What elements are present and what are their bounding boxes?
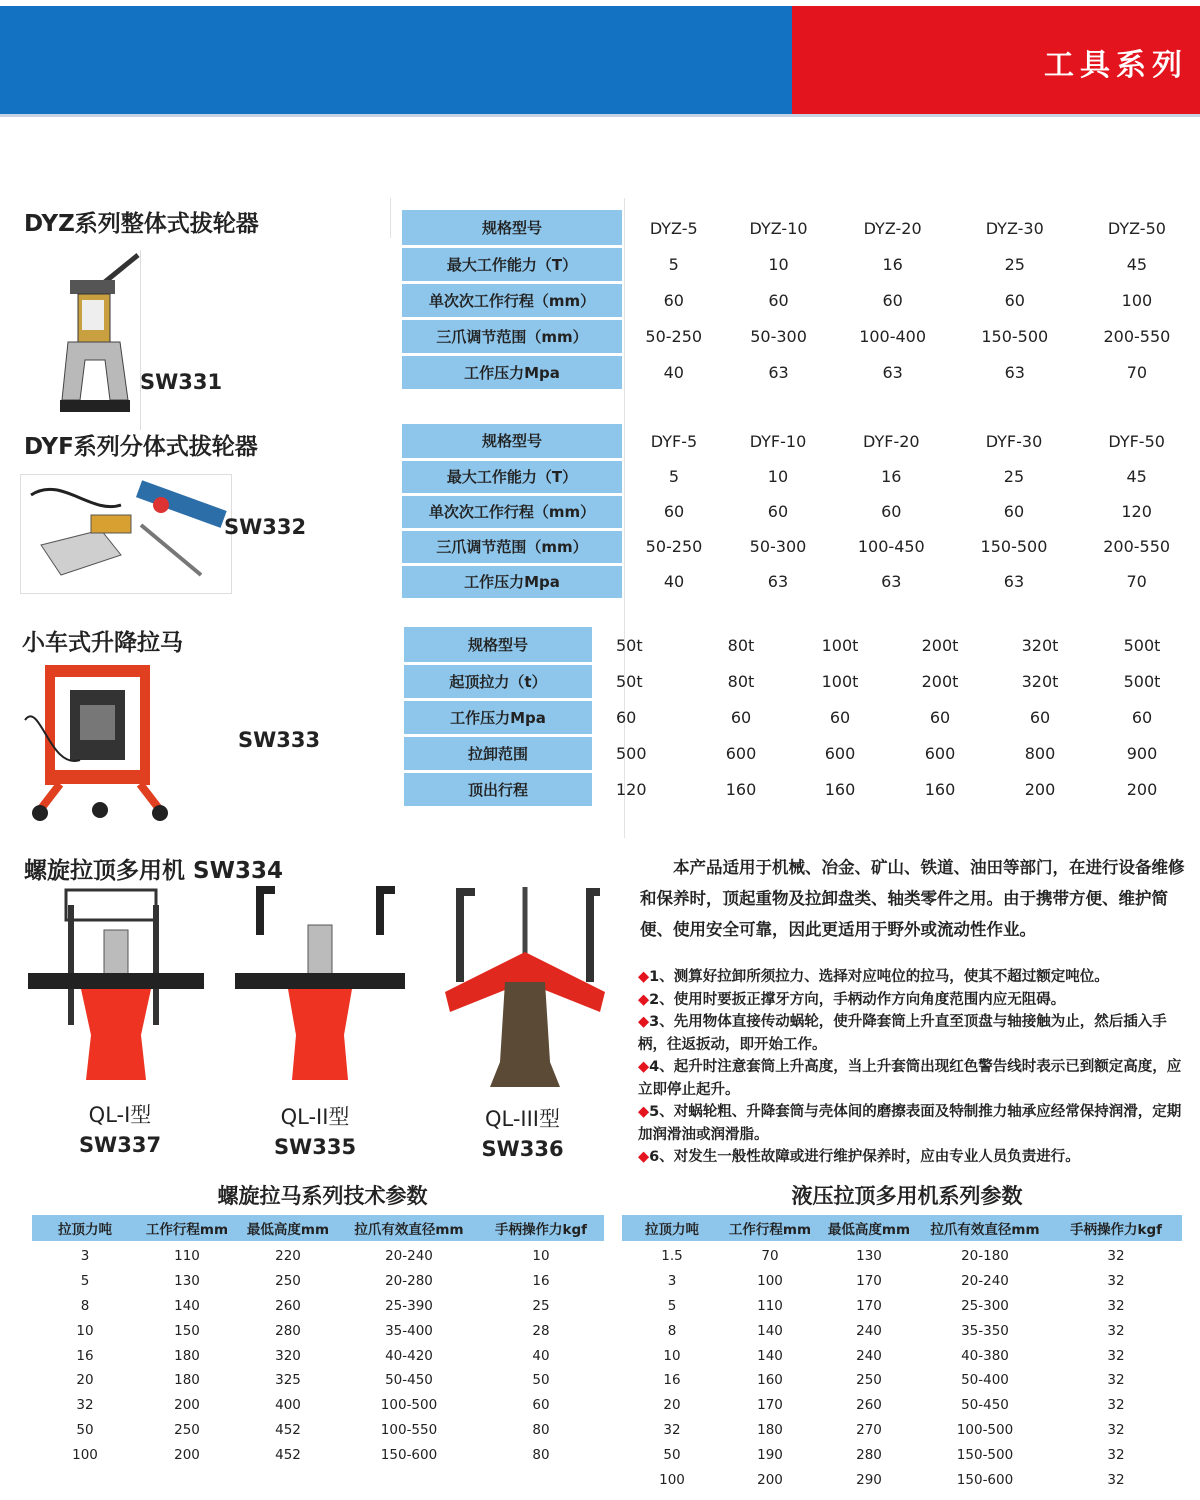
- table-cell: 100: [757, 1273, 783, 1290]
- table-cell: 50-450: [385, 1372, 433, 1389]
- table-cell: 200: [174, 1446, 200, 1463]
- dyf-spec-table: [402, 424, 1198, 601]
- product-type: QL-II型: [280, 1105, 350, 1129]
- spec-value: DYZ-5: [649, 218, 698, 238]
- table-row: [402, 529, 1198, 564]
- table-cell: 32: [1107, 1471, 1125, 1488]
- product-model: SW336: [481, 1137, 564, 1161]
- spec-value: 50t: [616, 635, 643, 655]
- spec-value: 60: [1004, 290, 1025, 310]
- column-header: 工作行程mm: [722, 1215, 818, 1243]
- column-header: 拉顶力吨: [32, 1215, 138, 1243]
- spec-value: 63: [882, 362, 903, 382]
- spec-value: 800: [1024, 743, 1056, 763]
- table-cell: 5: [80, 1273, 90, 1290]
- spec-label: 单次次工作行程（mm）: [402, 282, 622, 318]
- spec-value: 60: [616, 707, 637, 727]
- spec-label: 规格型号: [402, 424, 622, 459]
- table-row: [32, 1418, 604, 1443]
- table-cell: 50: [532, 1372, 550, 1389]
- spec-value: 500: [616, 743, 647, 763]
- table-cell: 50-450: [961, 1397, 1009, 1414]
- table-row: [402, 210, 1198, 246]
- table-row: [32, 1368, 604, 1393]
- spec-value: 600: [725, 743, 757, 763]
- table-cell: 170: [757, 1397, 783, 1414]
- column-header: 最低高度mm: [236, 1215, 340, 1243]
- table-cell: 32: [1107, 1347, 1125, 1364]
- table-cell: 250: [856, 1372, 882, 1389]
- note-item: ◆3、先用物体直接传动蜗轮，使升降套筒上升直至顶盘与轴接触为止，然后插入手柄，往返扳动，即开始工作。: [638, 1014, 1167, 1053]
- spec-label: 起顶拉力（t）: [404, 663, 592, 699]
- spec-value: 100-450: [857, 537, 925, 556]
- spec-label: 最大工作能力（T）: [402, 459, 622, 494]
- dyf-title: DYF系列分体式拔轮器: [24, 434, 258, 460]
- table-cell: 32: [1107, 1397, 1125, 1414]
- table-cell: 452: [275, 1421, 301, 1438]
- usage-notes: [638, 966, 1194, 1169]
- spec-label: 拉卸范围: [404, 735, 592, 771]
- diamond-icon: ◆: [638, 1059, 650, 1075]
- table-cell: 20-180: [961, 1248, 1009, 1265]
- table-cell: 140: [757, 1322, 783, 1339]
- table-cell: 130: [174, 1273, 200, 1290]
- table-cell: 180: [757, 1421, 783, 1438]
- table-cell: 280: [856, 1446, 882, 1463]
- spec-value: 80t: [727, 635, 755, 655]
- cart-model: SW333: [238, 728, 321, 752]
- ql2-image: [230, 885, 410, 1085]
- table-cell: 170: [856, 1297, 882, 1314]
- spec-value: 150-500: [980, 537, 1048, 556]
- table-cell: 10: [663, 1347, 681, 1364]
- table-cell: 100: [72, 1446, 98, 1463]
- column-header: 手柄操作力kgf: [1050, 1215, 1182, 1243]
- table-cell: 180: [174, 1347, 200, 1364]
- table-cell: 40: [532, 1347, 550, 1364]
- table-cell: 250: [174, 1421, 200, 1438]
- spec-value: 5: [668, 467, 680, 486]
- spec-value: 50t: [616, 671, 643, 691]
- hyd-params-table: [622, 1215, 1182, 1492]
- spec-label: 规格型号: [404, 627, 592, 663]
- screw-params-table: [32, 1215, 604, 1467]
- table-row: [402, 318, 1198, 354]
- table-cell: 50-400: [961, 1372, 1009, 1389]
- diamond-icon: ◆: [638, 969, 650, 985]
- column-header: 手柄操作力kgf: [478, 1215, 604, 1243]
- table-row: [402, 459, 1198, 494]
- table-cell: 8: [80, 1297, 90, 1314]
- spec-value: 60: [929, 707, 951, 727]
- column-header: 拉顶力吨: [622, 1215, 722, 1243]
- diamond-icon: ◆: [638, 1149, 650, 1165]
- table-cell: 35-400: [385, 1322, 433, 1339]
- note-item: ◆5、对蜗轮粗、升降套筒与壳体间的磨擦表面及特制推力轴承应经常保持润滑，定期加润滑油或润滑脂。: [638, 1104, 1182, 1143]
- spec-label: 三爪调节范围（mm）: [402, 318, 622, 354]
- table-cell: 260: [856, 1397, 882, 1414]
- table-row: [622, 1442, 1182, 1467]
- table-row: [402, 494, 1198, 529]
- spec-value: 63: [767, 572, 789, 591]
- spec-value: 900: [1126, 743, 1158, 763]
- spec-value: DYZ-10: [749, 218, 808, 238]
- product-description: 本产品适用于机械、冶金、矿山、铁道、油田等部门，在进行设备维修和保养时，顶起重物及拉卸盘类、轴类零件之用。由于携带方便、维护简便、使用安全可靠，因此更适用于野外或流动性作业。: [640, 858, 1185, 939]
- table-cell: 20-280: [385, 1273, 433, 1290]
- screw-title: 螺旋拉顶多用机 SW334: [24, 858, 283, 884]
- table-cell: 80: [532, 1446, 550, 1463]
- note-item: ◆4、起升时注意套筒上升高度，当上升套筒出现红色警告线时表示已到额定高度，应立即停止起升。: [638, 1059, 1182, 1098]
- spec-value: 200t: [921, 635, 959, 655]
- table-cell: 140: [174, 1297, 200, 1314]
- spec-value: DYF-20: [863, 432, 920, 451]
- table-cell: 140: [757, 1347, 783, 1364]
- spec-value: 200: [1126, 779, 1158, 799]
- ql1-image: [26, 885, 206, 1085]
- table-cell: 110: [757, 1297, 783, 1314]
- spec-value: 60: [768, 290, 789, 310]
- spec-value: 63: [881, 572, 902, 591]
- table-cell: 20: [663, 1397, 681, 1414]
- table-row: [402, 564, 1198, 599]
- spec-value: 60: [663, 502, 685, 521]
- table-cell: 150-600: [956, 1471, 1014, 1488]
- spec-value: 45: [1126, 254, 1148, 274]
- table-cell: 32: [1107, 1297, 1125, 1314]
- table-row: [622, 1343, 1182, 1368]
- spec-value: 50-250: [645, 537, 703, 556]
- hyd-params-title: 液压拉顶多用机系列参数: [791, 1184, 1023, 1208]
- table-cell: 80: [532, 1421, 550, 1438]
- spec-value: 200-550: [1103, 537, 1171, 556]
- column-header: 工作行程mm: [138, 1215, 236, 1243]
- ql2-caption: [235, 1102, 395, 1162]
- spec-value: 10: [767, 467, 789, 486]
- table-cell: 32: [1107, 1248, 1125, 1265]
- table-cell: 150: [174, 1322, 200, 1339]
- spec-value: 25: [1003, 467, 1025, 486]
- table-cell: 40-420: [385, 1347, 433, 1364]
- spec-value: 60: [829, 707, 851, 727]
- spec-label: 工作压力Mpa: [402, 564, 622, 599]
- table-cell: 40-380: [961, 1347, 1009, 1364]
- spec-value: 60: [1003, 502, 1025, 521]
- table-cell: 110: [174, 1248, 200, 1265]
- dyz-puller-image: [50, 250, 141, 430]
- table-row: [622, 1243, 1182, 1269]
- table-cell: 32: [1107, 1421, 1125, 1438]
- spec-value: DYZ-50: [1107, 218, 1166, 238]
- cart-spec-table: [404, 627, 1194, 809]
- spec-value: DYF-50: [1108, 432, 1165, 451]
- spec-value: 45: [1126, 467, 1147, 486]
- table-cell: 32: [1107, 1322, 1125, 1339]
- spec-value: 200: [1024, 779, 1056, 799]
- spec-value: 600: [824, 743, 856, 763]
- note-item: ◆2、使用时要扳正撑牙方向，手柄动作方向角度范围内应无阻碍。: [638, 991, 1066, 1008]
- table-row: [404, 663, 1194, 699]
- table-cell: 250: [275, 1273, 301, 1290]
- table-row: [622, 1318, 1182, 1343]
- spec-value: 500t: [1123, 635, 1161, 655]
- table-row: [622, 1294, 1182, 1319]
- table-cell: 100-500: [380, 1397, 438, 1414]
- table-row: [32, 1442, 604, 1467]
- header-divider: [0, 114, 1200, 117]
- table-cell: 16: [76, 1347, 94, 1364]
- hyd-params-body: [622, 1243, 1182, 1492]
- table-cell: 32: [76, 1397, 94, 1414]
- table-cell: 260: [275, 1297, 301, 1314]
- table-row: [404, 627, 1194, 663]
- spec-value: 100t: [821, 635, 859, 655]
- spec-value: 70: [1126, 362, 1148, 382]
- spec-value: 70: [1126, 572, 1147, 591]
- spec-value: 50-250: [645, 326, 703, 346]
- table-row: [402, 354, 1198, 390]
- spec-value: 16: [882, 254, 903, 274]
- dyz-spec-table: [402, 210, 1198, 392]
- table-cell: 10: [76, 1322, 94, 1339]
- table-row: [402, 424, 1198, 459]
- table-cell: 20-240: [385, 1248, 433, 1265]
- table-cell: 100-550: [380, 1421, 438, 1438]
- table-cell: 8: [667, 1322, 677, 1339]
- table-row: [32, 1318, 604, 1343]
- spec-value: 120: [1121, 502, 1152, 521]
- spec-label: 顶出行程: [404, 771, 592, 807]
- table-row: [622, 1467, 1182, 1492]
- spec-value: 5: [668, 254, 679, 274]
- table-cell: 400: [275, 1397, 301, 1414]
- spec-label: 最大工作能力（T）: [402, 246, 622, 282]
- table-cell: 1.5: [661, 1248, 683, 1265]
- spec-value: DYZ-20: [863, 218, 922, 238]
- product-type: QL-I型: [88, 1103, 152, 1127]
- spec-value: 160: [924, 779, 956, 799]
- cart-puller-image: [20, 660, 175, 825]
- spec-value: DYF-30: [985, 432, 1043, 451]
- spec-label: 规格型号: [402, 210, 622, 246]
- table-cell: 280: [275, 1322, 301, 1339]
- column-header: 拉爪有效直径mm: [340, 1215, 478, 1243]
- note-item: ◆6、对发生一般性故障或进行维护保养时，应由专业人员负责进行。: [638, 1149, 1080, 1165]
- spec-value: 100: [1121, 290, 1153, 310]
- table-cell: 100-500: [956, 1421, 1014, 1438]
- spec-value: 63: [1004, 362, 1025, 382]
- spec-value: 320t: [1021, 635, 1059, 655]
- spec-value: DYZ-30: [985, 218, 1044, 238]
- table-cell: 32: [1107, 1446, 1125, 1463]
- ql3-image: [440, 882, 610, 1092]
- table-cell: 150-500: [956, 1446, 1014, 1463]
- spec-value: 60: [1029, 707, 1051, 727]
- spec-value: DYF-10: [749, 432, 807, 451]
- table-header-row: [32, 1215, 604, 1243]
- table-cell: 170: [856, 1273, 882, 1290]
- column-header: 拉爪有效直径mm: [920, 1215, 1050, 1243]
- table-cell: 200: [174, 1397, 200, 1414]
- product-model: SW335: [273, 1135, 357, 1159]
- spec-value: 60: [881, 502, 902, 521]
- table-row: [32, 1343, 604, 1368]
- spec-label: 工作压力Mpa: [402, 354, 622, 390]
- table-row: [622, 1393, 1182, 1418]
- table-cell: 240: [856, 1347, 882, 1364]
- table-cell: 32: [1107, 1372, 1125, 1389]
- spec-value: 120: [616, 779, 647, 799]
- table-cell: 325: [275, 1372, 301, 1389]
- dyf-puller-image: [20, 474, 232, 594]
- column-header: 最低高度mm: [818, 1215, 920, 1243]
- table-row: [402, 282, 1198, 318]
- screw-params-title: 螺旋拉马系列技术参数: [217, 1184, 428, 1208]
- spec-value: 60: [730, 707, 752, 727]
- spec-value: 40: [663, 362, 684, 382]
- spec-value: 160: [824, 779, 856, 799]
- spec-value: DYF-5: [650, 432, 698, 451]
- ql3-caption: [440, 1104, 605, 1164]
- spec-value: 60: [1131, 707, 1153, 727]
- divider-line: [390, 198, 391, 238]
- diamond-icon: ◆: [638, 1014, 650, 1030]
- spec-value: 600: [924, 743, 956, 763]
- table-cell: 50: [663, 1446, 681, 1463]
- spec-label: 单次次工作行程（mm）: [402, 494, 622, 529]
- spec-value: 500t: [1123, 671, 1161, 691]
- table-cell: 270: [856, 1421, 882, 1438]
- table-row: [622, 1269, 1182, 1294]
- table-cell: 220: [275, 1248, 301, 1265]
- spec-value: 60: [767, 502, 789, 521]
- table-cell: 32: [1107, 1273, 1125, 1290]
- table-cell: 180: [174, 1372, 200, 1389]
- table-cell: 25-390: [385, 1297, 433, 1314]
- table-cell: 5: [667, 1297, 677, 1314]
- spec-value: 63: [768, 362, 789, 382]
- table-cell: 3: [667, 1273, 677, 1290]
- spec-value: 80t: [727, 671, 755, 691]
- spec-value: 60: [882, 290, 903, 310]
- table-cell: 25: [532, 1297, 550, 1314]
- table-cell: 200: [757, 1471, 783, 1488]
- table-cell: 32: [663, 1421, 681, 1438]
- spec-value: 200t: [921, 671, 959, 691]
- product-type: QL-III型: [484, 1107, 561, 1131]
- spec-value: 160: [725, 779, 757, 799]
- table-cell: 35-350: [961, 1322, 1009, 1339]
- spec-value: 40: [663, 572, 685, 591]
- table-row: [404, 699, 1194, 735]
- spec-value: 50-300: [749, 537, 807, 556]
- table-row: [32, 1269, 604, 1294]
- diamond-icon: ◆: [638, 991, 650, 1008]
- note-item: ◆1、测算好拉卸所须拉力、选择对应吨位的拉马，使其不超过额定吨位。: [638, 969, 1109, 985]
- table-cell: 150-600: [380, 1446, 438, 1463]
- table-cell: 160: [757, 1372, 783, 1389]
- table-cell: 16: [532, 1273, 550, 1290]
- table-cell: 320: [275, 1347, 301, 1364]
- table-cell: 290: [856, 1471, 882, 1488]
- table-cell: 452: [275, 1446, 301, 1463]
- table-cell: 25-300: [961, 1297, 1009, 1314]
- table-cell: 60: [532, 1397, 550, 1414]
- table-cell: 28: [532, 1322, 550, 1339]
- spec-value: 16: [881, 467, 902, 486]
- table-cell: 20: [76, 1372, 94, 1389]
- cart-title: 小车式升降拉马: [22, 630, 183, 656]
- spec-value: 100-400: [859, 326, 927, 346]
- spec-value: 50-300: [750, 326, 807, 346]
- table-cell: 3: [80, 1248, 90, 1265]
- table-row: [32, 1294, 604, 1319]
- table-cell: 130: [856, 1248, 882, 1265]
- table-row: [402, 246, 1198, 282]
- table-cell: 10: [532, 1248, 550, 1265]
- table-row: [32, 1243, 604, 1269]
- ql1-caption: [40, 1100, 200, 1160]
- spec-label: 三爪调节范围（mm）: [402, 529, 622, 564]
- spec-value: 100t: [821, 671, 859, 691]
- page-title: 工具系列: [1044, 48, 1188, 83]
- dyz-title: DYZ系列整体式拔轮器: [24, 211, 259, 237]
- spec-value: 10: [768, 254, 789, 274]
- table-row: [622, 1368, 1182, 1393]
- spec-value: 150-500: [981, 326, 1049, 346]
- table-cell: 240: [856, 1322, 882, 1339]
- dyz-model: SW331: [140, 370, 223, 394]
- spec-value: 200-550: [1103, 326, 1171, 346]
- spec-value: 320t: [1021, 671, 1059, 691]
- table-row: [404, 735, 1194, 771]
- spec-value: 60: [663, 290, 684, 310]
- dyf-model: SW332: [224, 515, 307, 539]
- spec-label: 工作压力Mpa: [404, 699, 592, 735]
- screw-params-body: [32, 1243, 604, 1468]
- table-cell: 16: [663, 1372, 681, 1389]
- table-header-row: [622, 1215, 1182, 1243]
- table-row: [32, 1393, 604, 1418]
- table-row: [622, 1418, 1182, 1443]
- table-cell: 50: [76, 1421, 94, 1438]
- diamond-icon: ◆: [638, 1104, 650, 1120]
- header-blue-band: [0, 6, 792, 114]
- spec-value: 63: [1003, 572, 1025, 591]
- spec-value: 25: [1004, 254, 1025, 274]
- table-row: [404, 771, 1194, 807]
- table-cell: 190: [757, 1446, 783, 1463]
- table-cell: 100: [659, 1471, 685, 1488]
- product-model: SW337: [78, 1133, 162, 1157]
- table-cell: 20-240: [961, 1273, 1009, 1290]
- table-cell: 70: [761, 1248, 779, 1265]
